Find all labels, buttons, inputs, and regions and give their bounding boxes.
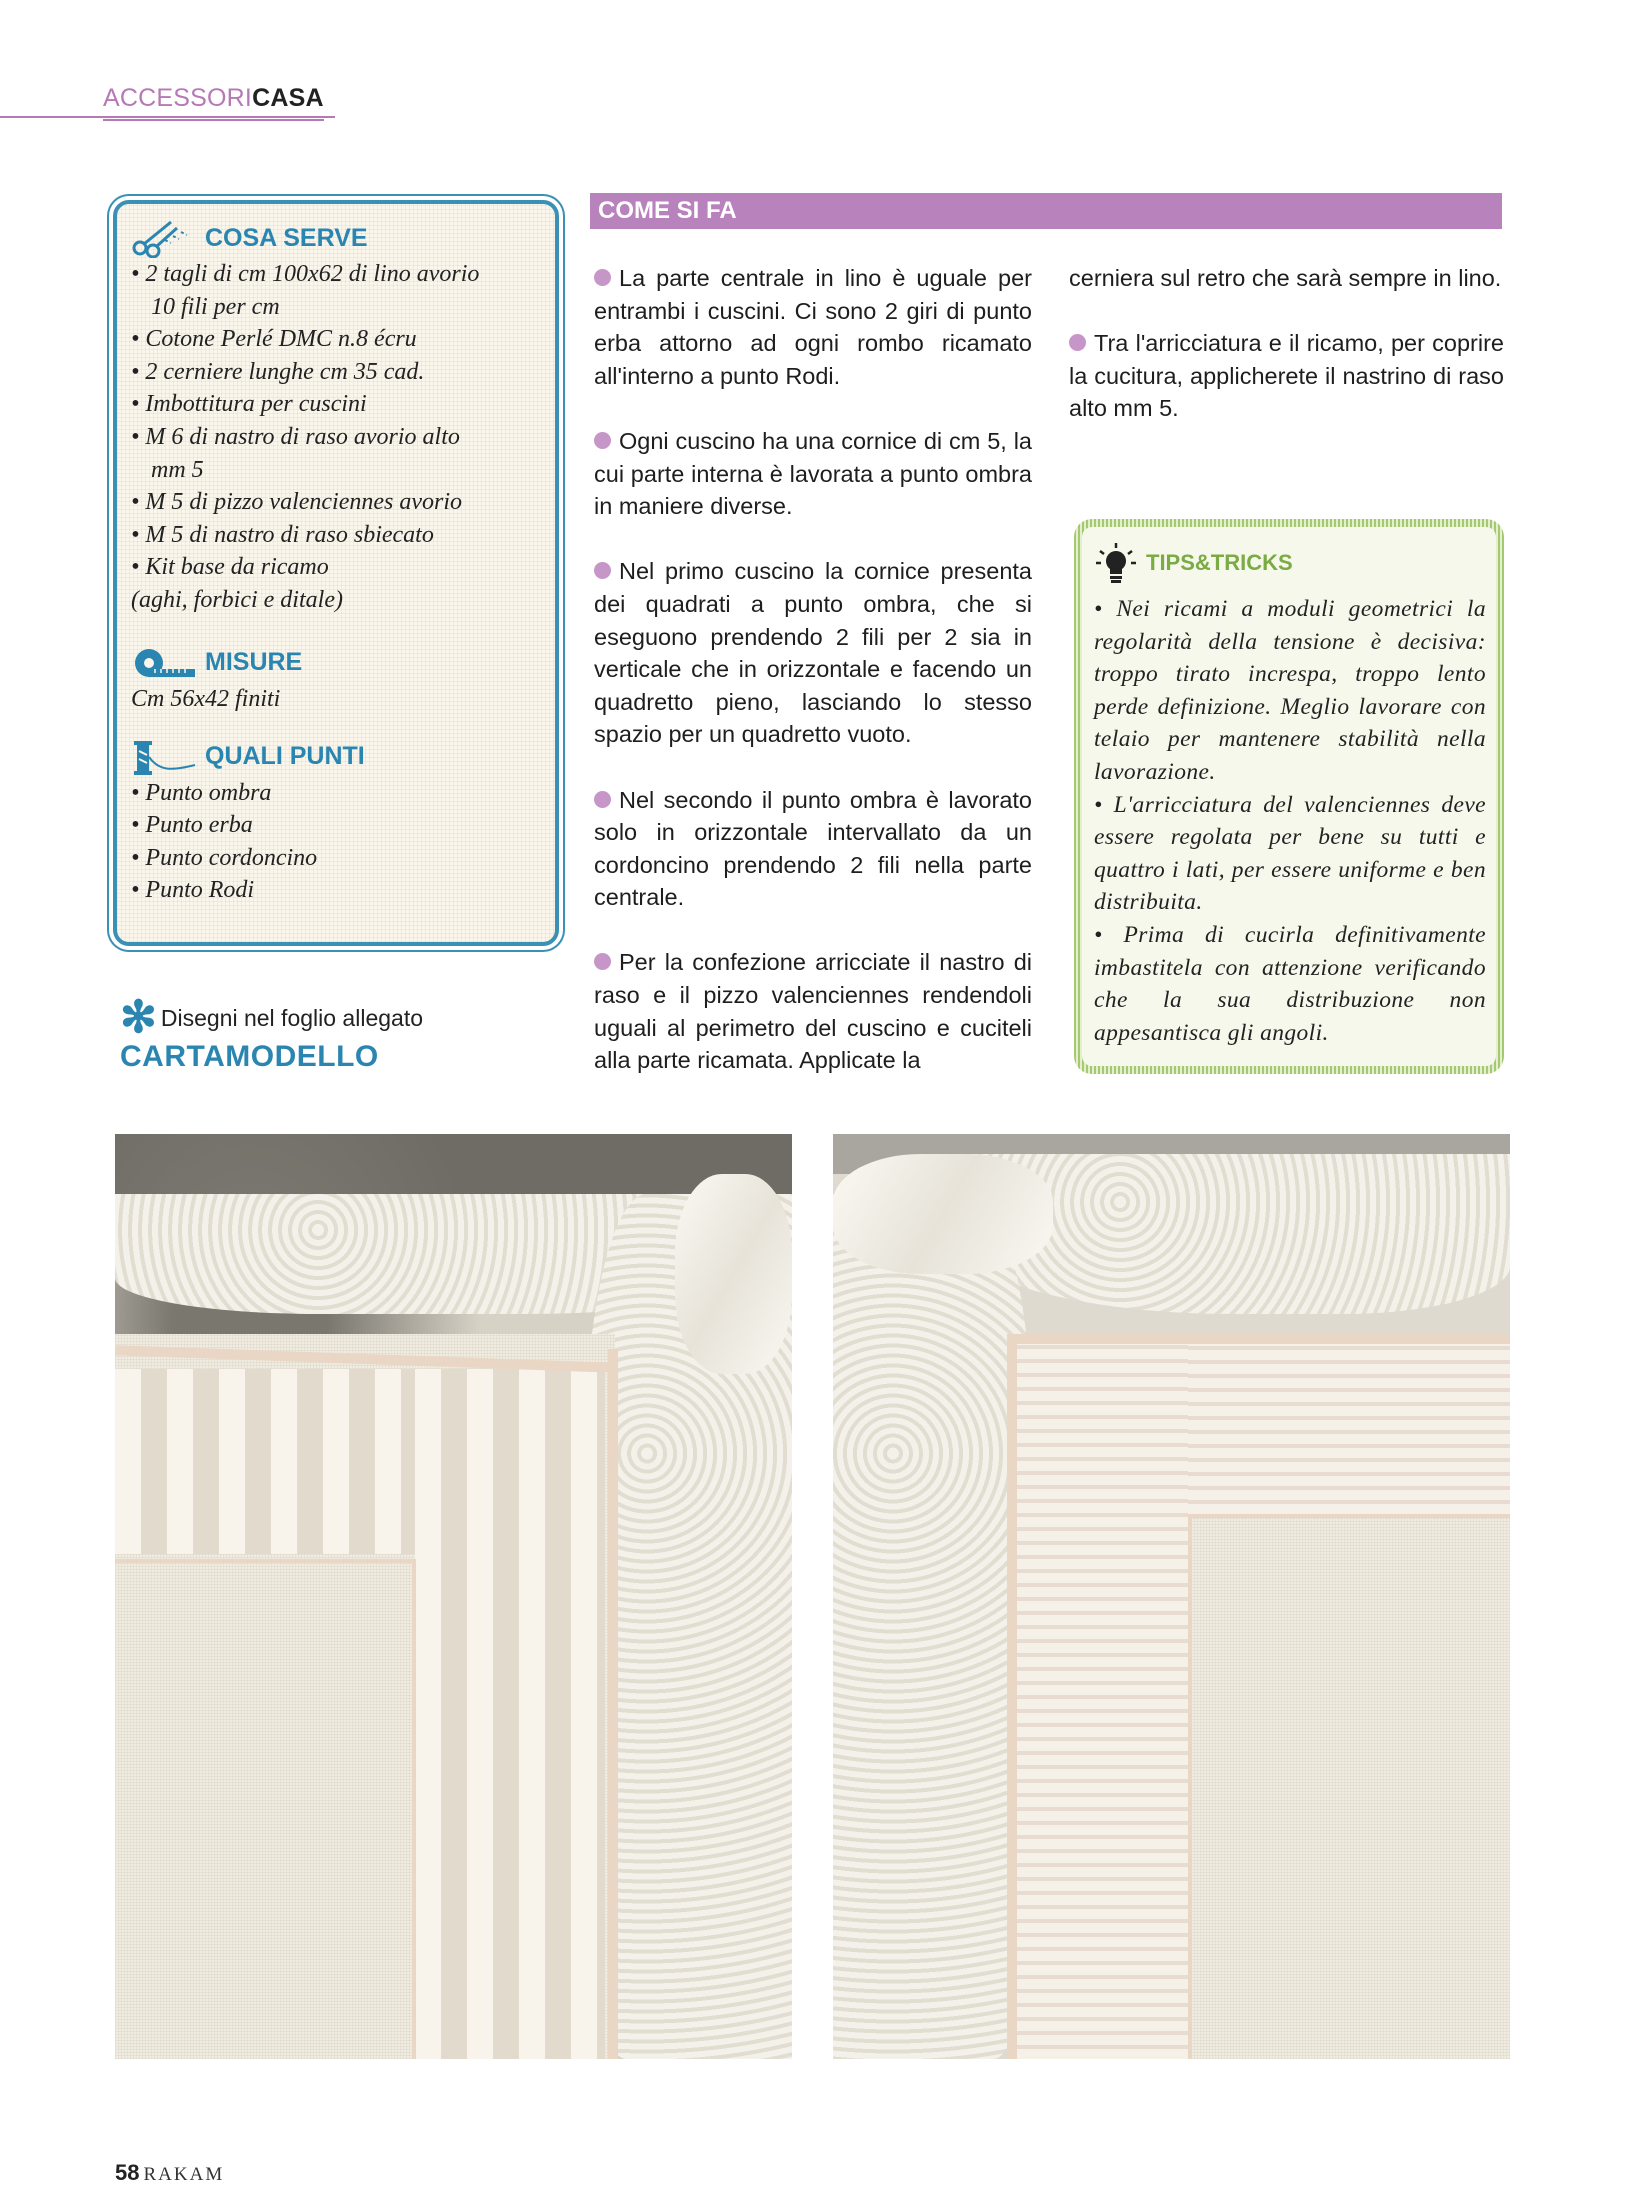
instruction-paragraph: Tra l'arricciatura e il ricamo, per coprire la cucitura, applicherete il nastrino di raso alto mm 5. [1069,330,1504,422]
tips-title: TIPS&TRICKS [1146,550,1293,575]
list-item: • Punto ombra [131,779,272,806]
list-item: • Punto cordoncino [131,844,318,871]
header-divider [0,116,335,118]
tip-item: • Nei ricami a moduli geometrici la regolarità della tensione è decisiva: troppo tirato increspa, troppo lento perde definizione. Meglio lavorare con telaio per mantenere stabilità nella lavorazione. [1094,596,1486,785]
misure-value: Cm 56x42 finiti [131,685,281,712]
list-item: 10 fili per cm [151,293,280,320]
satin-ribbon [833,1154,1053,1274]
instruction-paragraph: La parte centrale in lino è uguale per entrambi i cuscini. Ci sono 2 giri di punto erba attorno ad ogni rombo ricamato all'interno a punto Rodi. [594,265,1032,389]
bullet-dot-icon [594,562,611,579]
list-item: • Kit base da ricamo [131,554,329,581]
instruction-paragraph: cerniera sul retro che sarà sempre in lino. [1069,265,1502,291]
tip-item: • L'arricciatura del valenciennes deve essere regolata per bene su tutti e quattro i lati, per essere uniforme e ben distribuita. [1094,791,1486,916]
lightbulb-icon [1094,539,1138,587]
cosa-serve-list [131,258,545,617]
cartamodello-note-text: Disegni nel foglio allegato [160,1004,423,1031]
instruction-paragraph: Nel primo cuscino la cornice presenta dei quadrati a punto ombra, che si eseguono prendendo 2 fili per 2 sia in verticale che in orizzontale e facendo un quadretto pieno, lasciando lo stesso spazio per un quadretto vuoto. [594,558,1032,748]
embroidered-frame-side [1013,1344,1188,2059]
bullet-dot-icon [594,269,611,286]
list-item: • M 5 di nastro di raso sbiecato [131,521,434,548]
instruction-paragraph: Nel secondo il punto ombra è lavorato solo in orizzontale intervallato da un cordoncino prendendo 2 fili nella parte centrale. [594,786,1032,911]
misure-title: MISURE [205,648,303,677]
cartamodello-note [120,993,423,1042]
satin-ribbon [675,1174,792,1374]
materials-box [113,200,559,946]
subsection-label: CASA [252,84,324,112]
list-item: (aghi, forbici e ditale) [131,586,343,613]
list-item: • M 5 di pizzo valenciennes avorio [131,489,463,516]
bullet-dot-icon [1069,334,1086,351]
cartamodello-title: CARTAMODELLO [120,1040,379,1073]
list-item: • 2 tagli di cm 100x62 di lino avorio [131,261,480,287]
bullet-dot-icon [594,791,611,808]
ribbon-trim [1011,1334,1510,1344]
ribbon-trim-side [608,1349,618,2059]
stitch-line-vertical [412,1559,416,2059]
list-item: • Punto erba [131,812,253,839]
bullet-dot-icon [594,432,611,449]
page-footer [115,2160,224,2186]
list-item: • M 6 di nastro di raso avorio alto [131,423,460,450]
cosa-serve-heading [131,218,545,258]
ribbon-trim-side [1007,1334,1017,2059]
cushion-photo-2 [833,1134,1510,2059]
lace-ruffle-side [833,1194,1033,2059]
thread-needle-icon [131,737,199,777]
tip-item: • Prima di cucirla definitivamente imbastitela con attenzione verificando che la sua distribuzione non appesantisca gli angoli. [1094,921,1486,1046]
instructions-column-2 [1069,262,1504,458]
section-label: ACCESSORI [103,84,253,112]
list-item: • Imbottitura per cuscini [131,391,367,418]
list-item: • Cotone Perlé DMC n.8 écru [131,326,417,353]
quali-punti-list [131,777,545,907]
page-number: 58 [115,2160,140,2185]
tips-heading [1094,539,1293,587]
quali-punti-heading [131,737,545,777]
quali-punti-title: QUALI PUNTI [205,742,365,771]
stitch-line-vertical [1188,1514,1192,2059]
come-si-fa-heading: COME SI FA [590,193,1502,229]
instruction-paragraph: Ogni cuscino ha una cornice di cm 5, la cui parte interna è lavorata a punto ombra in maniere diverse. [594,427,1032,520]
list-item: • Punto Rodi [131,877,255,904]
tips-content [1094,593,1486,1049]
scissors-icon [131,218,199,258]
stitch-line [1188,1514,1510,1518]
bullet-dot-icon [594,953,611,970]
cosa-serve-title: COSA SERVE [205,223,368,252]
tape-measure-icon [131,643,199,683]
instruction-paragraph: Per la confezione arricciate il nastro di raso e il pizzo valenciennes rendendoli uguali al perimetro del cuscino e cuciteli alla parte ricamata. Applicate la [594,949,1032,1074]
magazine-name: RAKAM [143,2164,225,2185]
list-item: • 2 cerniere lunghe cm 35 cad. [131,358,425,385]
embroidered-frame-side [415,1369,605,2059]
stitch-line [115,1559,415,1563]
instructions-column-1 [594,262,1032,1109]
misure-heading [131,643,545,683]
tips-box [1074,519,1504,1074]
list-item: mm 5 [151,456,204,483]
asterisk-icon: ✻ [120,993,157,1042]
cushion-photo-1 [115,1134,792,2059]
